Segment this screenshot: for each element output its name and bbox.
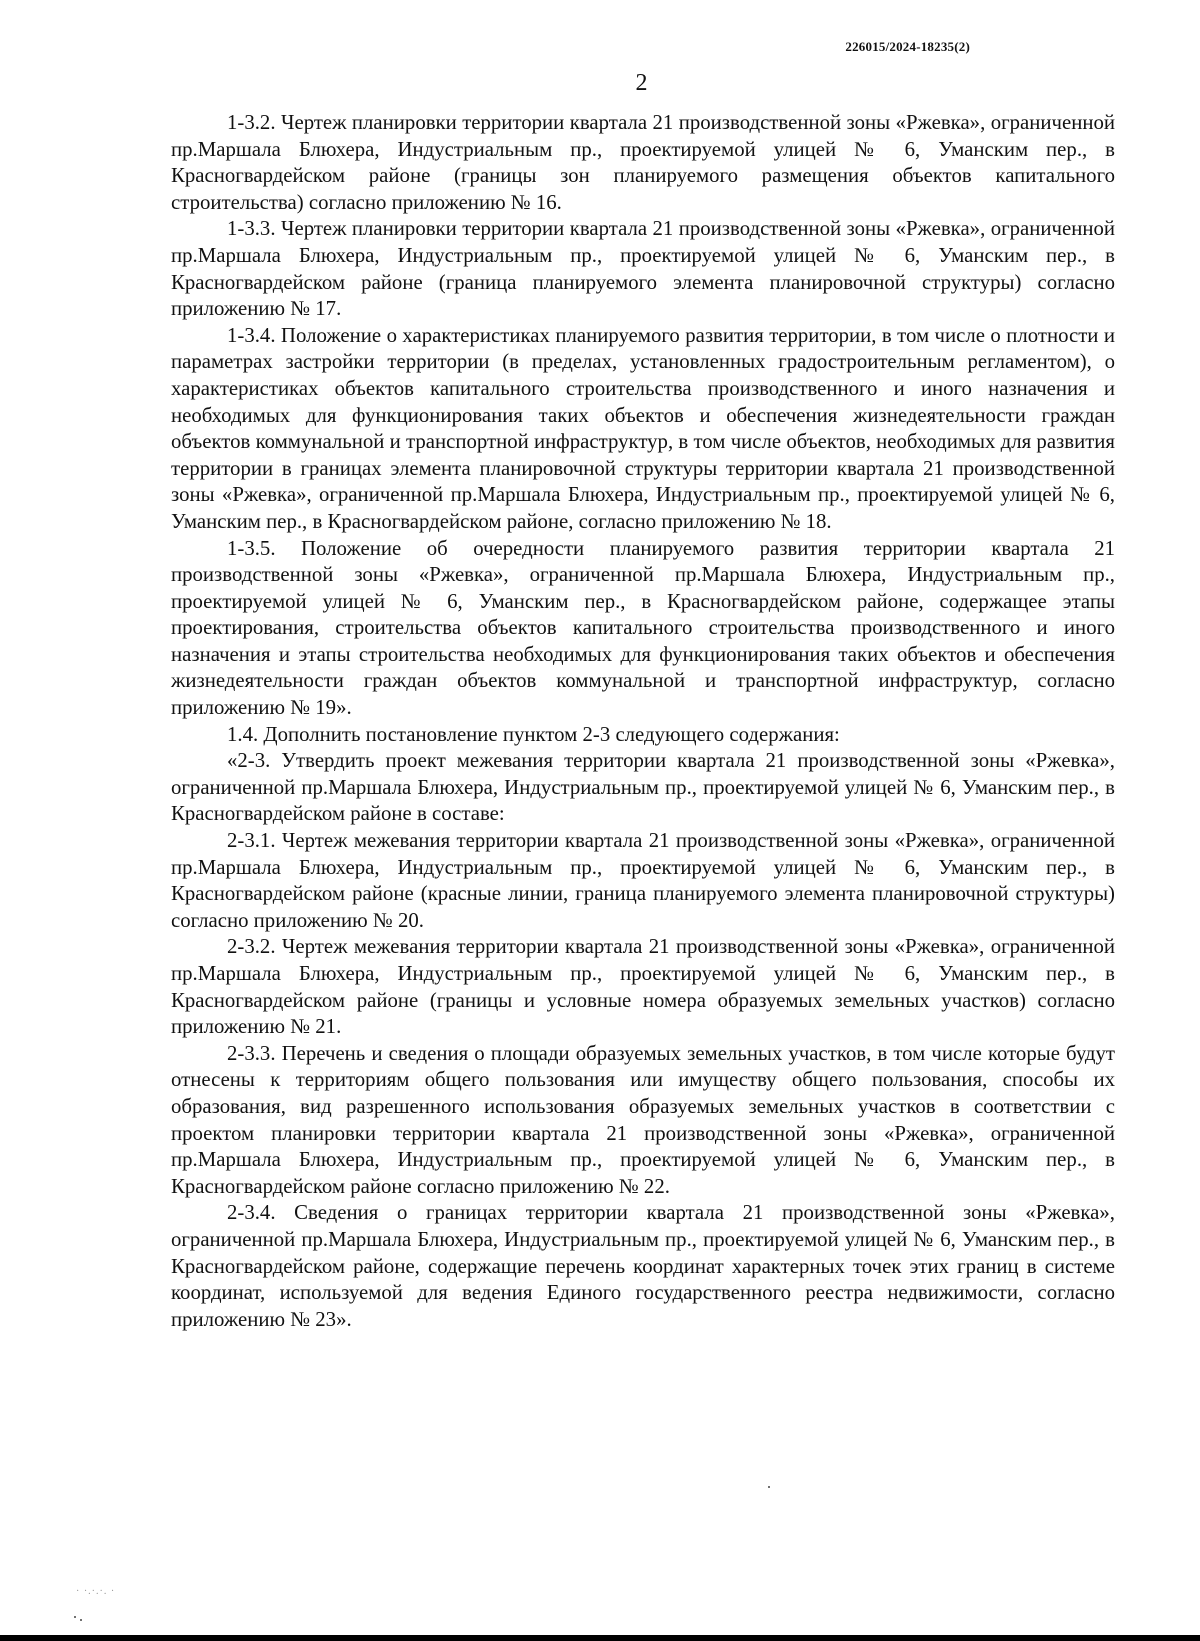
scan-bottom-edge	[0, 1635, 1200, 1641]
scan-noise-mark: · ·.·.·. ·	[76, 1586, 116, 1597]
scan-speck	[768, 1486, 770, 1488]
paragraph-2-3-2: 2-3.2. Чертеж межевания территории квартала 21 производственной зоны «Ржевка», ограниченной пр.Маршала Блюхера, Индустриальным пр., проектируемой улицей № 6, Уманским пер., в Красногвардейском районе (границы и условные номера образуемых земельных участков) согласно приложению № 21.	[171, 935, 1115, 1039]
paragraph-2-3: «2-3. Утвердить проект межевания территории квартала 21 производственной зоны «Ржевка», ограниченной пр.Маршала Блюхера, Индустриальным пр., проектируемой улицей № 6, Уманским пер., в Красногвардейском районе в составе:	[171, 749, 1115, 826]
paragraph-1-3-5: 1-3.5. Положение об очередности планируемого развития территории квартала 21 производственной зоны «Ржевка», ограниченной пр.Маршала Блюхера, Индустриальным пр., проектируемой улицей № 6, Уманским пер., в Красногвардейском районе, содержащее этапы проектирования, строительства объектов капитального строительства производственного и иного назначения и этапы строительства необходимых для функционирования таких объектов и обеспечения жизнедеятельности граждан объектов коммунальной и транспортной инфраструктур, согласно приложению № 19».	[171, 536, 1115, 720]
paragraph-2-3-4: 2-3.4. Сведения о границах территории квартала 21 производственной зоны «Ржевка», ограниченной пр.Маршала Блюхера, Индустриальным пр., проектируемой улицей № 6, Уманским пер., в Красногвардейском районе, содержащие перечень координат характерных точек этих границ в системе координат, используемой для ведения Единого государственного реестра недвижимости, согласно приложению № 23».	[171, 1201, 1115, 1331]
paragraph-1-3-4: 1-3.4. Положение о характеристиках планируемого развития территории, в том числе о плотности и параметрах застройки территории (в пределах, установленных градостроительным регламентом), о характеристиках объектов капитального строительства производственного и иного назначения и необходимых для функционирования таких объектов и обеспечения жизнедеятельности граждан объектов коммунальной и транспортной инфраструктур, в том числе объектов, необходимых для развития территории в границах элемента планировочной структуры территории квартала 21 производственной зоны «Ржевка», ограниченной пр.Маршала Блюхера, Индустриальным пр., проектируемой улицей № 6, Уманским пер., в Красногвардейском районе, согласно приложению № 18.	[171, 323, 1115, 533]
paragraph-1-3-3: 1-3.3. Чертеж планировки территории квартала 21 производственной зоны «Ржевка», ограниченной пр.Маршала Блюхера, Индустриальным пр., проектируемой улицей № 6, Уманским пер., в Красногвардейском районе (граница планируемого элемента планировочной структуры) согласно приложению № 17.	[171, 217, 1115, 321]
document-body	[171, 110, 1115, 1333]
scan-speck	[74, 1616, 76, 1618]
page-number: 2	[635, 70, 648, 96]
paragraph-1-4: 1.4. Дополнить постановление пунктом 2-3 следующего содержания:	[227, 722, 840, 746]
paragraph-2-3-3: 2-3.3. Перечень и сведения о площади образуемых земельных участков, в том числе которые будут отнесены к территориям общего пользования или имуществу общего пользования, способы их образования, вид разрешенного использования образуемых земельных участков в соответствии с проектом планировки территории квартала 21 производственной зоны «Ржевка», ограниченной пр.Маршала Блюхера, Индустриальным пр., проектируемой улицей № 6, Уманским пер., в Красногвардейском районе согласно приложению № 22.	[171, 1041, 1115, 1198]
paragraph-1-3-2: 1-3.2. Чертеж планировки территории квартала 21 производственной зоны «Ржевка», ограниченной пр.Маршала Блюхера, Индустриальным пр., проектируемой улицей № 6, Уманским пер., в Красногвардейском районе (границы зон планируемого размещения объектов капитального строительства) согласно приложению № 16.	[171, 111, 1115, 214]
paragraph-2-3-1: 2-3.1. Чертеж межевания территории квартала 21 производственной зоны «Ржевка», ограниченной пр.Маршала Блюхера, Индустриальным пр., проектируемой улицей № 6, Уманским пер., в Красногвардейском районе (красные линии, граница планируемого элемента планировочной структуры) согласно приложению № 20.	[171, 829, 1115, 932]
scan-bottom-edge-gap	[0, 1633, 260, 1635]
scan-speck	[80, 1619, 82, 1621]
document-id: 226015/2024-18235(2)	[845, 39, 970, 54]
